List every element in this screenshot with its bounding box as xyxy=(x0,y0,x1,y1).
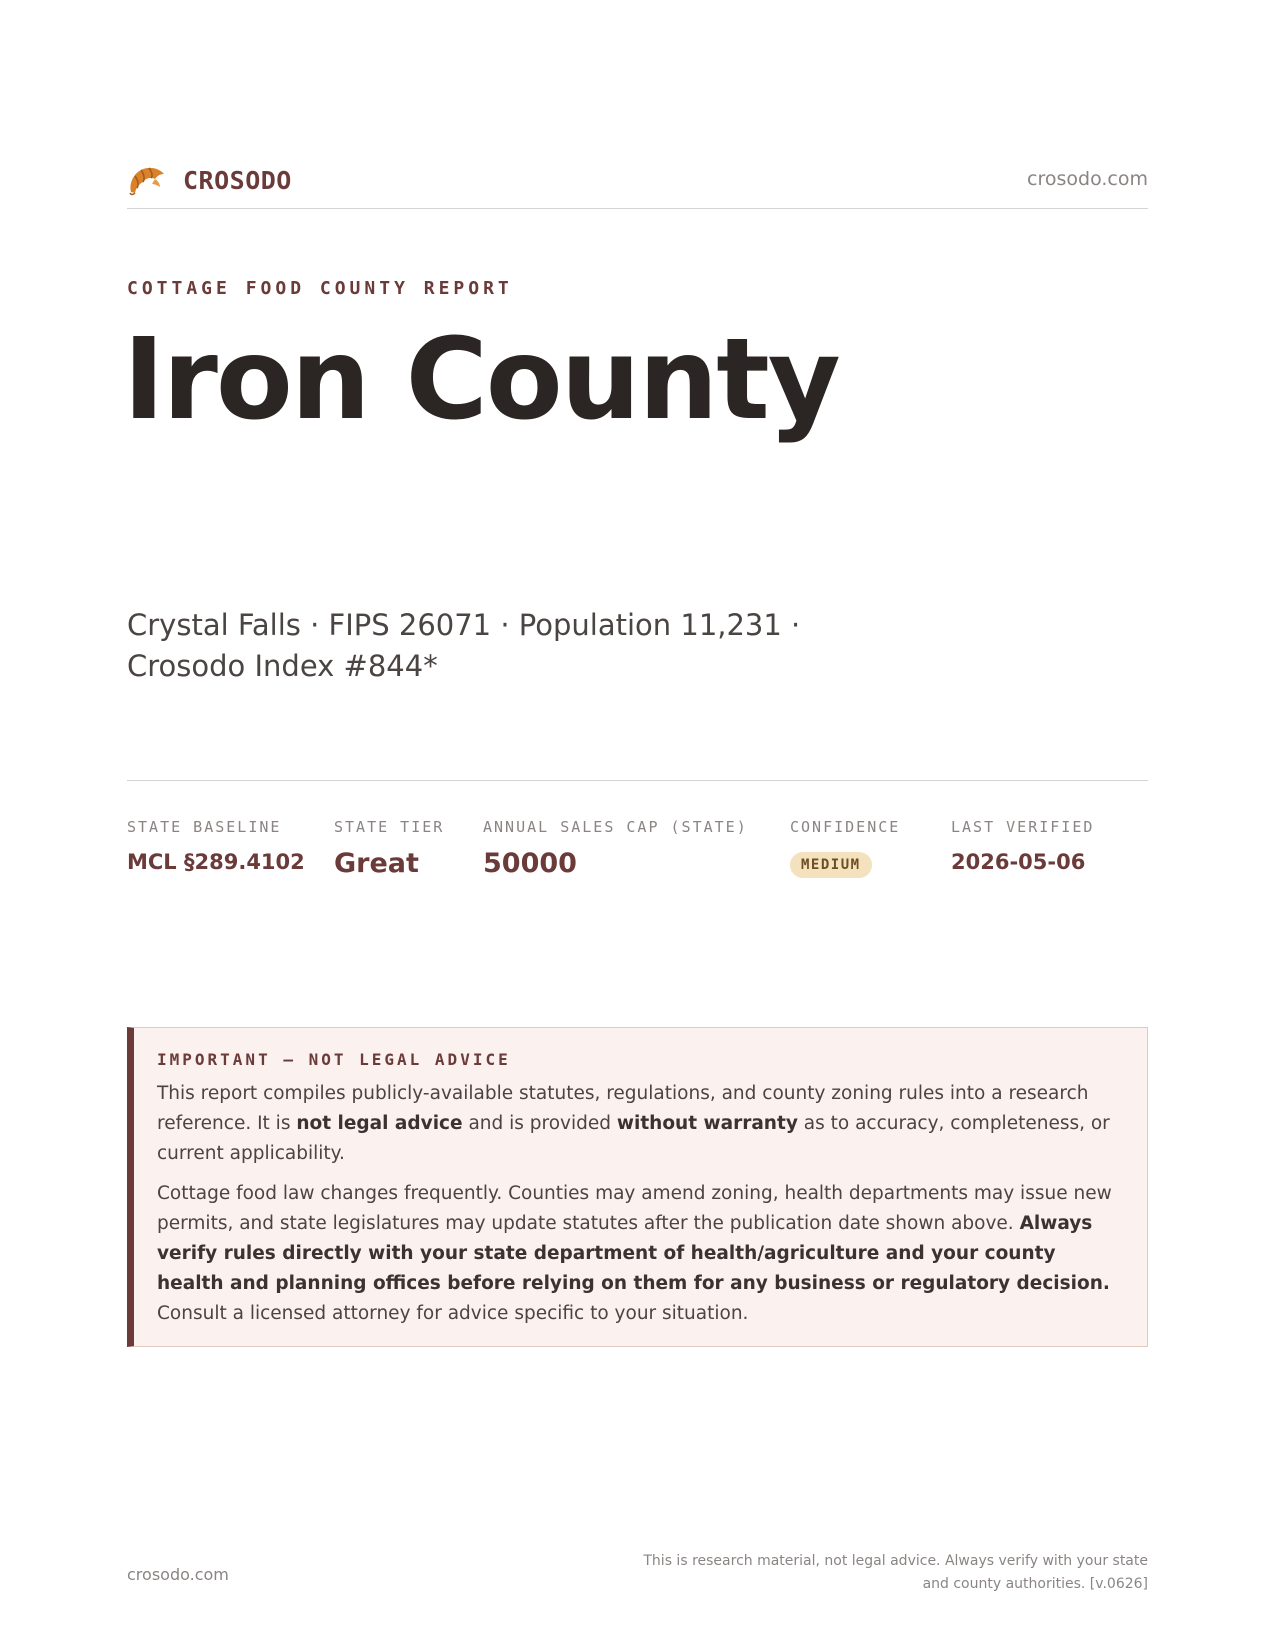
stat-label: STATE BASELINE xyxy=(127,818,282,836)
notice-text: as to accuracy, completeness, or current applicability. xyxy=(157,1113,1110,1164)
brand xyxy=(127,162,292,198)
report-eyebrow: COTTAGE FOOD COUNTY REPORT xyxy=(127,278,513,299)
stat-label: LAST VERIFIED xyxy=(951,818,1095,836)
stat-state-tier xyxy=(334,818,444,879)
stat-confidence xyxy=(790,818,900,878)
stats-divider xyxy=(127,780,1148,781)
notice-paragraph xyxy=(157,1079,1123,1169)
brand-name: CROSODO xyxy=(183,165,292,195)
stat-value: 50000 xyxy=(483,848,577,879)
stat-label: CONFIDENCE xyxy=(790,818,901,836)
notice-emphasis: Always verify rules directly with your state department of health/agriculture and your county health and planning offices before relying on them for any business or regulatory decision. xyxy=(157,1213,1110,1294)
stat-annual-sales-cap xyxy=(483,818,748,879)
notice-text: Cottage food law changes frequently. Counties may amend zoning, health departments may issue new permits, and state legislatures may update statutes after the publication date shown above. xyxy=(157,1183,1112,1234)
footer-disclaimer: This is research material, not legal advice. Always verify with your state and county authorities. [v.0626] xyxy=(643,1553,1148,1592)
page-title: Iron County xyxy=(123,315,839,445)
stat-label: STATE TIER xyxy=(334,818,445,836)
notice-paragraph xyxy=(157,1179,1123,1329)
footer-site-url[interactable]: crosodo.com xyxy=(127,1565,229,1584)
stat-value: Great xyxy=(334,848,419,879)
page-header xyxy=(127,158,1148,209)
report-page xyxy=(123,0,1148,1650)
stat-value: MCL §289.4102 xyxy=(127,850,305,874)
report-subtitle: Crystal Falls · FIPS 26071 · Population 11,231 · Crosodo Index #844* xyxy=(127,608,801,683)
notice-emphasis: not legal advice xyxy=(296,1113,463,1134)
notice-text: Consult a licensed attorney for advice specific to your situation. xyxy=(157,1303,749,1324)
stat-value: 2026-05-06 xyxy=(951,850,1086,874)
confidence-badge: MEDIUM xyxy=(790,852,872,878)
notice-text: and is provided xyxy=(462,1113,617,1134)
stat-label: ANNUAL SALES CAP (STATE) xyxy=(483,818,748,836)
header-site-url[interactable]: crosodo.com xyxy=(1027,168,1148,190)
stat-last-verified xyxy=(951,818,1094,874)
stat-state-baseline xyxy=(127,818,305,874)
notice-title: IMPORTANT — NOT LEGAL ADVICE xyxy=(157,1050,511,1069)
notice-text: This report compiles publicly-available statutes, regulations, and county zoning rules into a research reference. It is xyxy=(157,1083,1089,1134)
legal-notice xyxy=(127,1027,1148,1347)
notice-emphasis: without warranty xyxy=(616,1113,798,1134)
croissant-icon xyxy=(127,162,167,198)
